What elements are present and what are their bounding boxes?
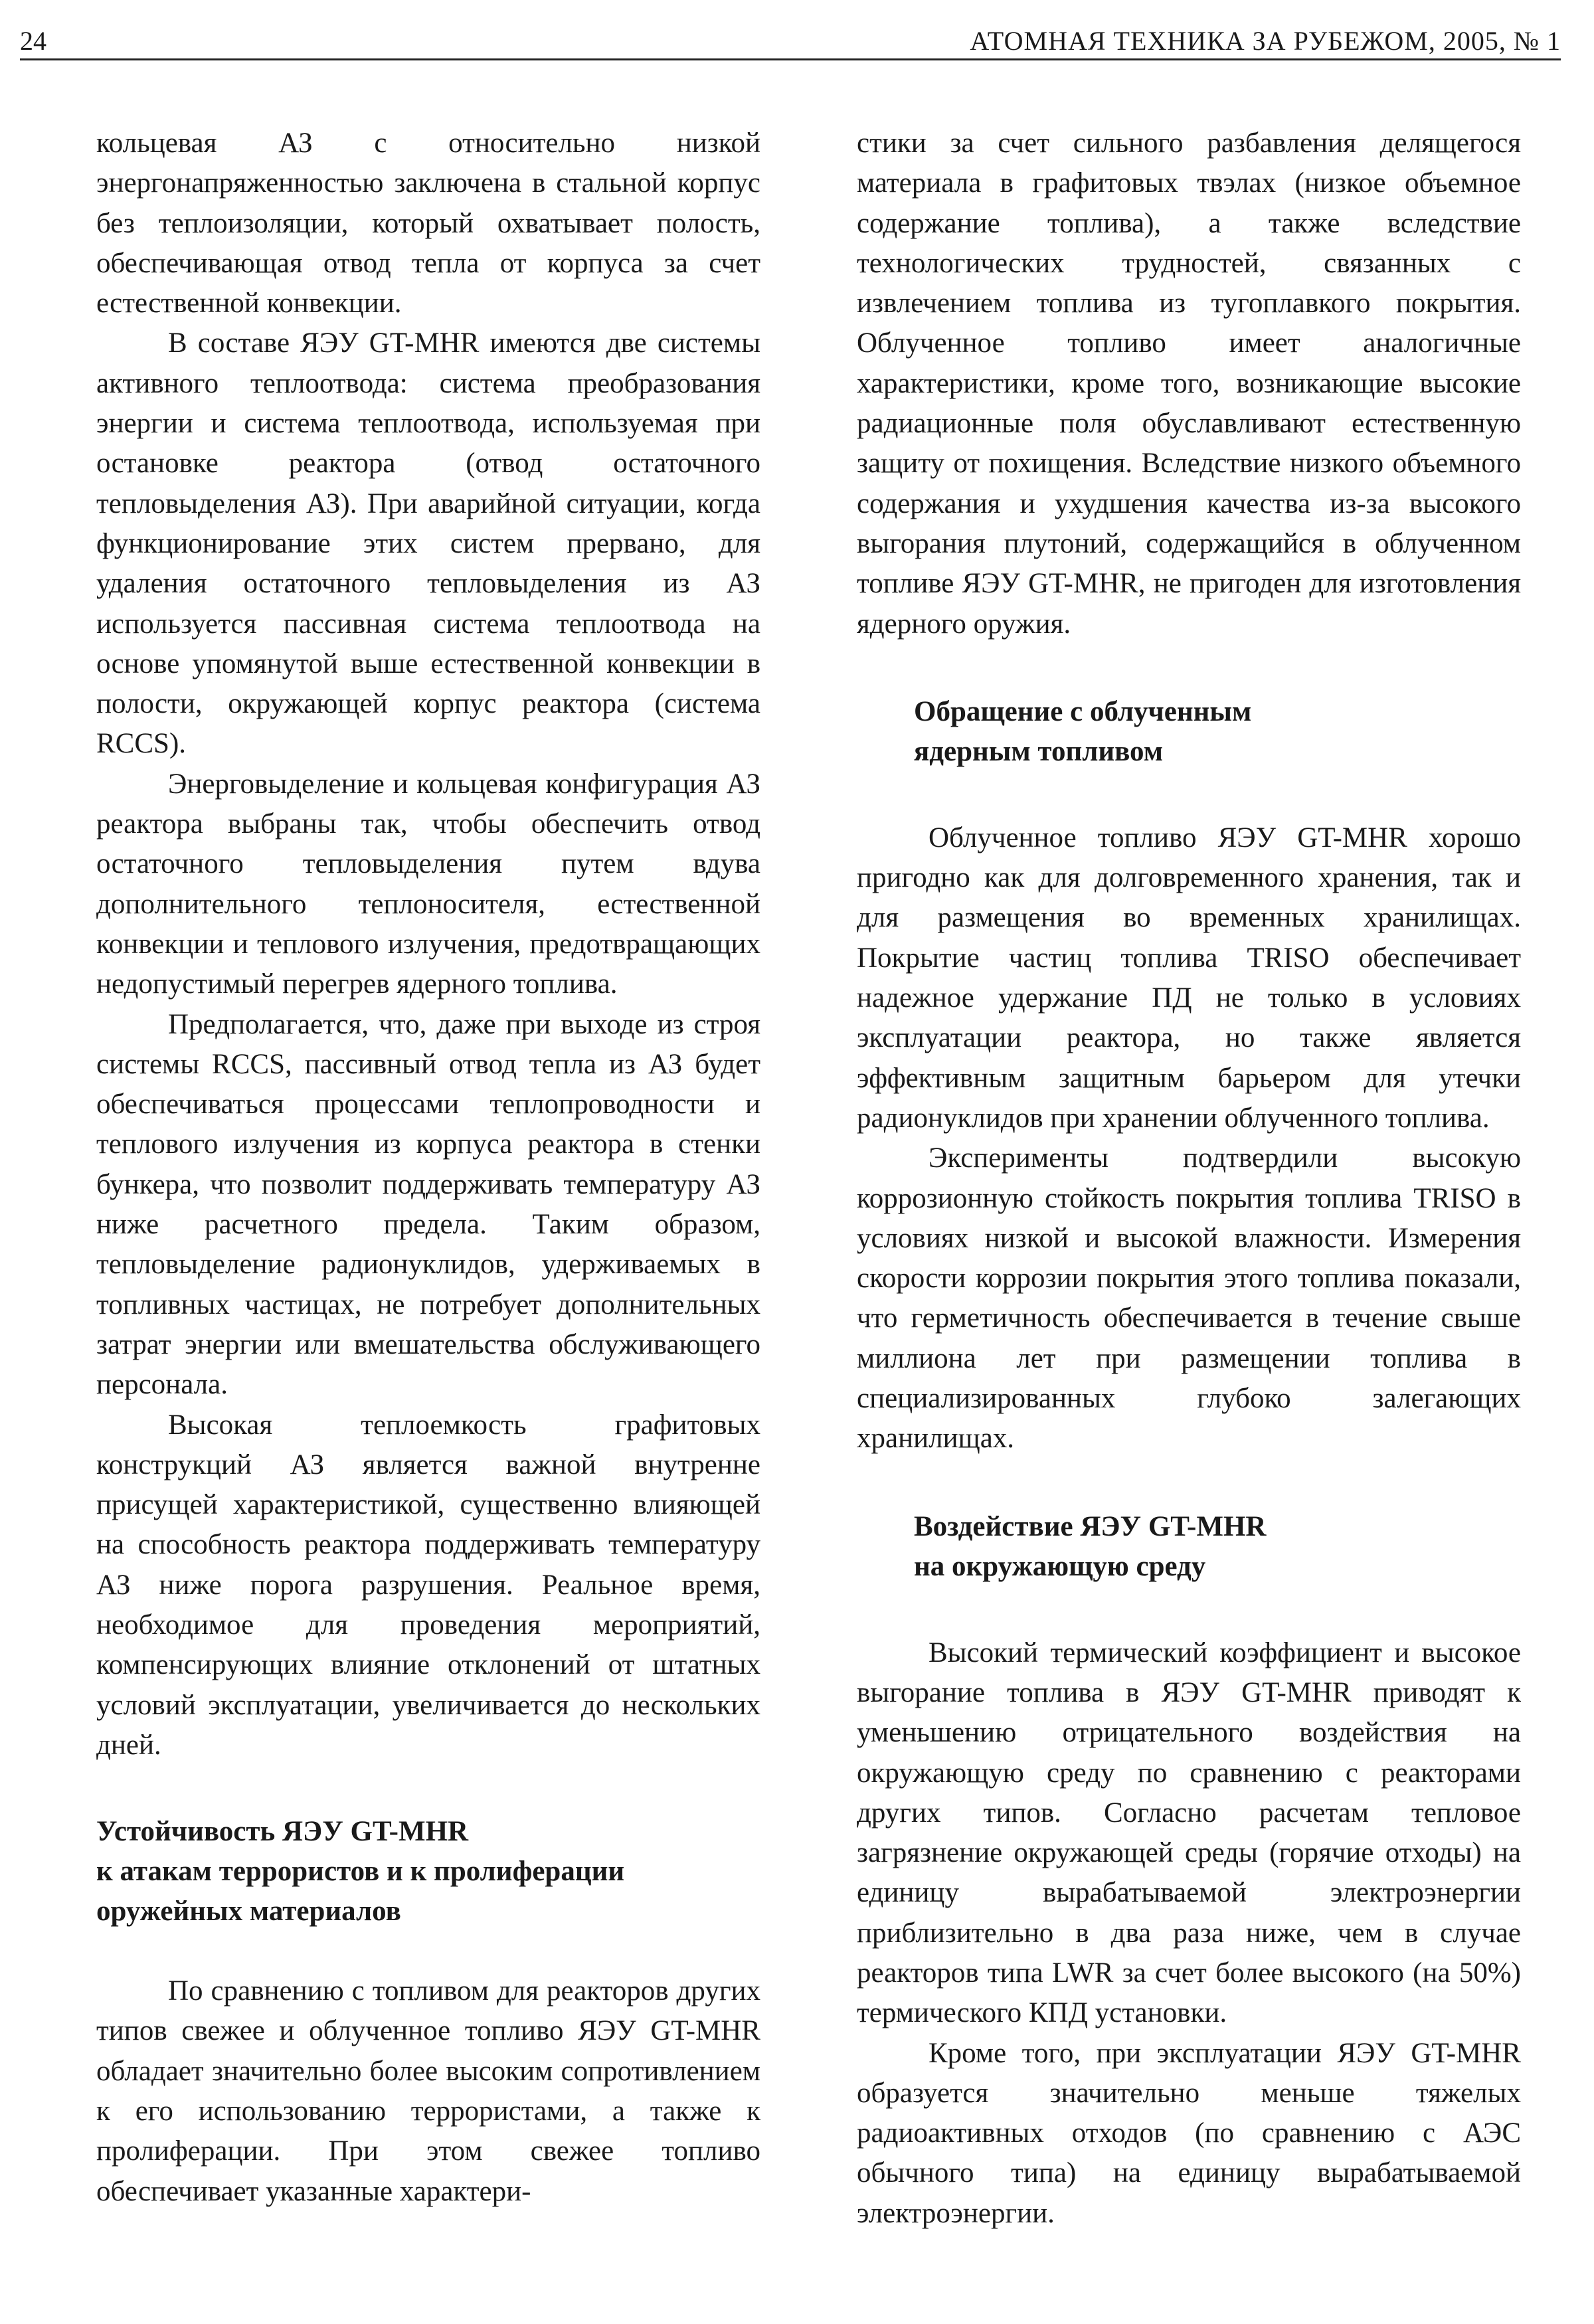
paragraph: Энерговыделение и кольцевая конфигурация АЗ реактора выбраны так, чтобы обеспечить отвод остаточного тепловыделения путем вдува дополнительного теплоносителя, естественной конвекции и теплового излучения, предотвращающих недопустимый перегрев ядерного топлива. <box>96 768 760 1000</box>
paragraph: Высокий термический коэффициент и высокое выгорание топлива в ЯЭУ GT-MHR приводят к уменьшению отрицательного воздействия на окружающую среду по сравнению с реакторами других типов. Согласно расчетам тепловое загрязнение окружающей среды (горячие отходы) на единицу вырабатываемой электроэнергии приблизительно в два раза ниже, чем в случае реакторов типа LWR за счет более высокого (на 50%) термического КПД установки. <box>857 1637 1521 2029</box>
page-header <box>20 24 1561 60</box>
journal-title: АТОМНАЯ ТЕХНИКА ЗА РУБЕЖОМ, 2005, № 1 <box>970 26 1561 56</box>
heading-line: Воздействие ЯЭУ GT-MHR <box>914 1510 1267 1542</box>
paragraph: В составе ЯЭУ GT-MHR имеются две системы активного теплоотвода: система преобразования энергии и система теплоотвода, используемая при остановке реактора (отвод остаточного тепловыделения АЗ). При аварийной ситуации, когда функционирование этих систем прервано, для удаления остаточного тепловыделения из АЗ используется пассивная система теплоотвода на основе упомянутой выше естественной конвекции в полости, окружающей корпус реактора (система RCCS). <box>96 327 760 760</box>
heading-line: к атакам террористов и к пролиферации <box>96 1856 625 1888</box>
heading-line: на окружающую среду <box>914 1550 1206 1582</box>
paragraph: Облученное топливо ЯЭУ GT-MHR хорошо пригодно как для долговременного хранения, так и для размещения во временных хранилищах. Покрытие частиц топлива TRISO обеспечивает надежное удержание ПД не только в условиях эксплуатации реактора, но также является эффективным защитным барьером для утечки радионуклидов при хранении облученного топлива. <box>857 822 1521 1134</box>
paragraph: Эксперименты подтвердили высокую коррозионную стойкость покрытия топлива TRISO в условиях низкой и высокой влажности. Измерения скорости коррозии покрытия этого топлива показали, что герметичность обеспечивается в течение свыше миллиона лет при размещении топлива в специализированных глубоко залегающих хранилищах. <box>857 1142 1521 1455</box>
paragraph: кольцевая АЗ с относительно низкой энергонапряженностью заключена в стальной корпус без теплоизоляции, который охватывает полость, обеспечивающая отвод тепла от корпуса за счет естественной конвекции. <box>96 128 760 319</box>
section-heading <box>857 692 1521 772</box>
heading-line: ядерным топливом <box>914 735 1164 767</box>
right-column <box>857 124 1521 2234</box>
paragraph: По сравнению с топливом для реакторов других типов свежее и облученное топливо ЯЭУ GT-MHR обладает значительно более высоким сопротивлением к его использованию террористами, а также к пролиферации. При этом свежее топливо обеспечивает указанные характери- <box>96 1975 760 2207</box>
page-number: 24 <box>20 26 46 56</box>
heading-line: Устойчивость ЯЭУ GT-MHR <box>96 1816 469 1848</box>
heading-line: Обращение с облученным <box>914 695 1252 727</box>
paragraph: Предполагается, что, даже при выходе из строя системы RCCS, пассивный отвод тепла из АЗ будет обеспечиваться процессами теплопроводности и теплового излучения из корпуса реактора в стенки бункера, что позволит поддерживать температуру АЗ ниже расчетного предела. Таким образом, тепловыделение радионуклидов, удерживаемых в топливных частицах, не потребует дополнительных затрат энергии или вмешательства обслуживающего персонала. <box>96 1008 760 1401</box>
section-heading <box>96 1812 760 1931</box>
paragraph: Высокая теплоемкость графитовых конструкций АЗ является важной внутренне присущей характеристикой, существенно влияющей на способность реактора поддерживать температуру АЗ ниже порога разрушения. Реальное время, необходимое для проведения мероприятий, компенсирующих влияние отклонений от штатных условий эксплуатации, увеличивается до нескольких дней. <box>96 1409 760 1761</box>
section-heading <box>857 1507 1521 1587</box>
paragraph: стики за счет сильного разбавления делящегося материала в графитовых твэлах (низкое объемное содержание топлива), а также вследствие технологических трудностей, связанных с извлечением топлива из тугоплавкого покрытия. Облученное топливо имеет аналогичные характеристики, кроме того, возникающие высокие радиационные поля обуславливают естественную защиту от похищения. Вследствие низкого объемного содержания и ухудшения качества из-за высокого выгорания плутоний, содержащийся в облученном топливе ЯЭУ GT-MHR, не пригоден для изготовления ядерного оружия. <box>857 128 1521 640</box>
paragraph: Кроме того, при эксплуатации ЯЭУ GT-MHR образуется значительно меньше тяжелых радиоактивных отходов (по сравнению с АЭС обычного типа) на единицу вырабатываемой электроэнергии. <box>857 2037 1521 2229</box>
left-column <box>96 124 760 2212</box>
heading-line: оружейных материалов <box>96 1896 401 1927</box>
